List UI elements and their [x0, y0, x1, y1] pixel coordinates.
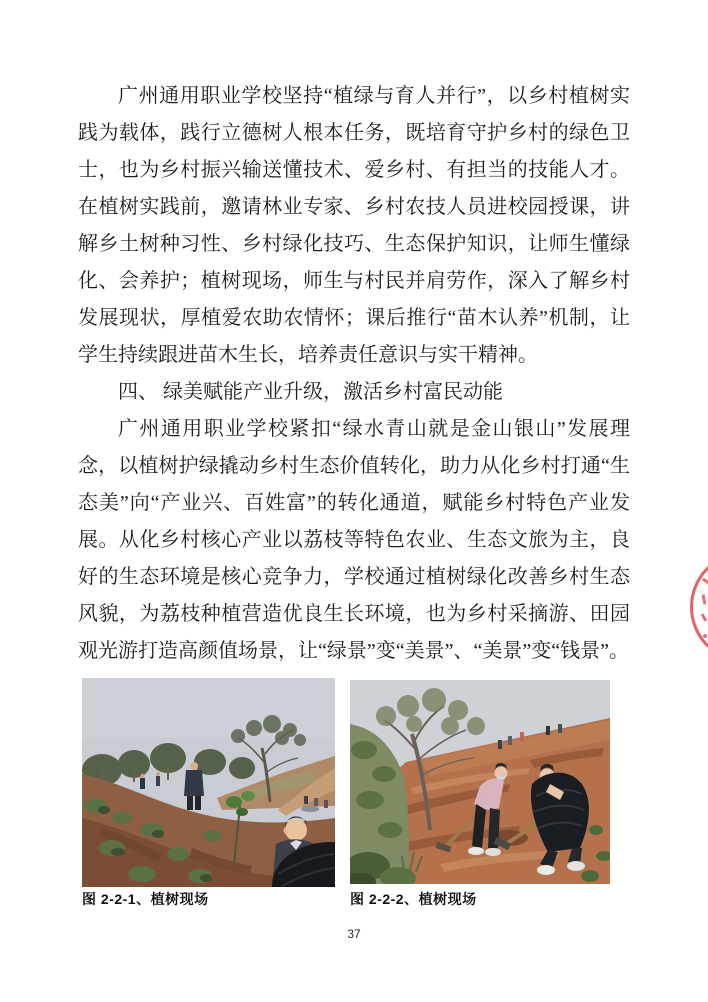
paragraph-2: 广州通用职业学校紧扣“绿水青山就是金山银山”发展理念，以植树护绿撬动乡村生态价值转化，助力从化乡村打通“生态美”向“产业兴、百姓富”的转化通道，赋能乡村特色产业发展。从化乡村核心产业以荔枝等特色农业、生态文旅为主，良好的生态环境是核心竞争力，学校通过植树绿化改善乡村生态风貌，为荔枝种植营造优良生长环境，也为乡村采摘游、田园观光游打造高颜值场景，让“绿景”变“美景”、“美景”变“钱景”。	[78, 418, 630, 662]
planting-hillside-photo	[82, 678, 335, 887]
figure-caption-2: 图 2-2-2、植树现场	[350, 891, 477, 907]
seal-text-mark	[703, 634, 707, 638]
page-number: 37	[347, 927, 361, 941]
seal-text-mark	[701, 613, 708, 621]
section-heading: 四、 绿美赋能产业升级，激活乡村富民动能	[118, 381, 503, 403]
body-text-block	[78, 78, 630, 670]
official-seal-partial	[690, 551, 708, 663]
photo-planting-site-2	[350, 680, 610, 884]
figure-caption-1: 图 2-2-1、植树现场	[82, 891, 209, 907]
seal-text-mark	[702, 594, 707, 604]
photo-planting-site-1	[82, 678, 335, 887]
paragraph-1: 广州通用职业学校坚持“植绿与育人并行”，以乡村植树实践为载体，践行立德树人根本任务，既培育守护乡村的绿色卫士，也为乡村振兴输送懂技术、爱乡村、有担当的技能人才。在植树实践前，邀请林业专家、乡村农技人员进校园授课，讲解乡土树种习性、乡村绿化技巧、生态保护知识，让师生懂绿化、会养护；植树现场，师生与村民并肩劳作，深入了解乡村发展现状，厚植爱农助农情怀；课后推行“苗木认养”机制，让学生持续跟进苗木生长，培养责任意识与实干精神。	[78, 85, 630, 366]
seal-text-mark	[702, 578, 708, 586]
digging-photo	[350, 680, 610, 884]
